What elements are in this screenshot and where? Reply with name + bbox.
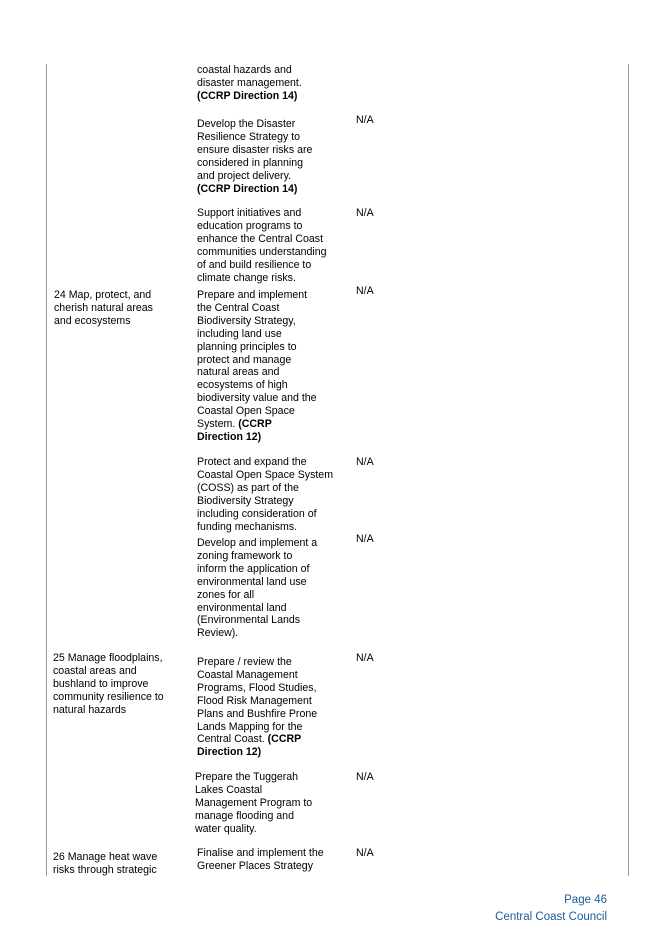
- page-number: Page 46: [564, 894, 607, 906]
- table-left-border: [46, 64, 47, 876]
- status-value: N/A: [356, 652, 374, 664]
- action-text: Develop the Disaster Resilience Strategy to ensure disaster risks are considered in planning and project delivery. (CCRP Direction 14): [197, 118, 313, 195]
- action-text: Protect and expand the Coastal Open Space System (COSS) as part of the Biodiversity Strategy including consideration of funding mechanisms.: [197, 456, 334, 533]
- status-value: N/A: [356, 114, 374, 126]
- objective-text: 24 Map, protect, and cherish natural areas and ecosystems: [54, 289, 153, 327]
- status-value: N/A: [356, 285, 374, 297]
- action-text: Develop and implement a zoning framework to inform the application of environmental land use zones for all environmental land (Environmental Lands Review).: [197, 537, 318, 640]
- organization-name: Central Coast Council: [495, 911, 607, 923]
- status-value: N/A: [356, 456, 374, 468]
- action-text: Prepare and implement the Central Coast Biodiversity Strategy, including land use planning principles to protect and manage natural areas and ecosystems of high biodiversity value and the Coastal Open Space System. (CCRP Direction 12): [197, 289, 317, 443]
- action-text: Prepare the Tuggerah Lakes Coastal Management Program to manage flooding and water quality.: [195, 771, 313, 835]
- action-text: Support initiatives and education programs to enhance the Central Coast communities understanding of and build resilience to climate change risks.: [197, 207, 327, 284]
- table-right-border: [628, 64, 629, 876]
- status-value: N/A: [356, 207, 374, 219]
- action-text: coastal hazards and disaster management. (CCRP Direction 14): [197, 64, 302, 102]
- status-value: N/A: [356, 533, 374, 545]
- status-value: N/A: [356, 847, 374, 859]
- status-value: N/A: [356, 771, 374, 783]
- action-text: Prepare / review the Coastal Management Programs, Flood Studies, Flood Risk Management Plans and Bushfire Prone Lands Mapping for the Central Coast. (CCRP Direction 12): [197, 656, 318, 759]
- objective-text: 26 Manage heat wave risks through strategic: [53, 851, 158, 876]
- action-text: Finalise and implement the Greener Places Strategy: [197, 847, 324, 872]
- objective-text: 25 Manage floodplains, coastal areas and bushland to improve community resilience to natural hazards: [53, 652, 164, 716]
